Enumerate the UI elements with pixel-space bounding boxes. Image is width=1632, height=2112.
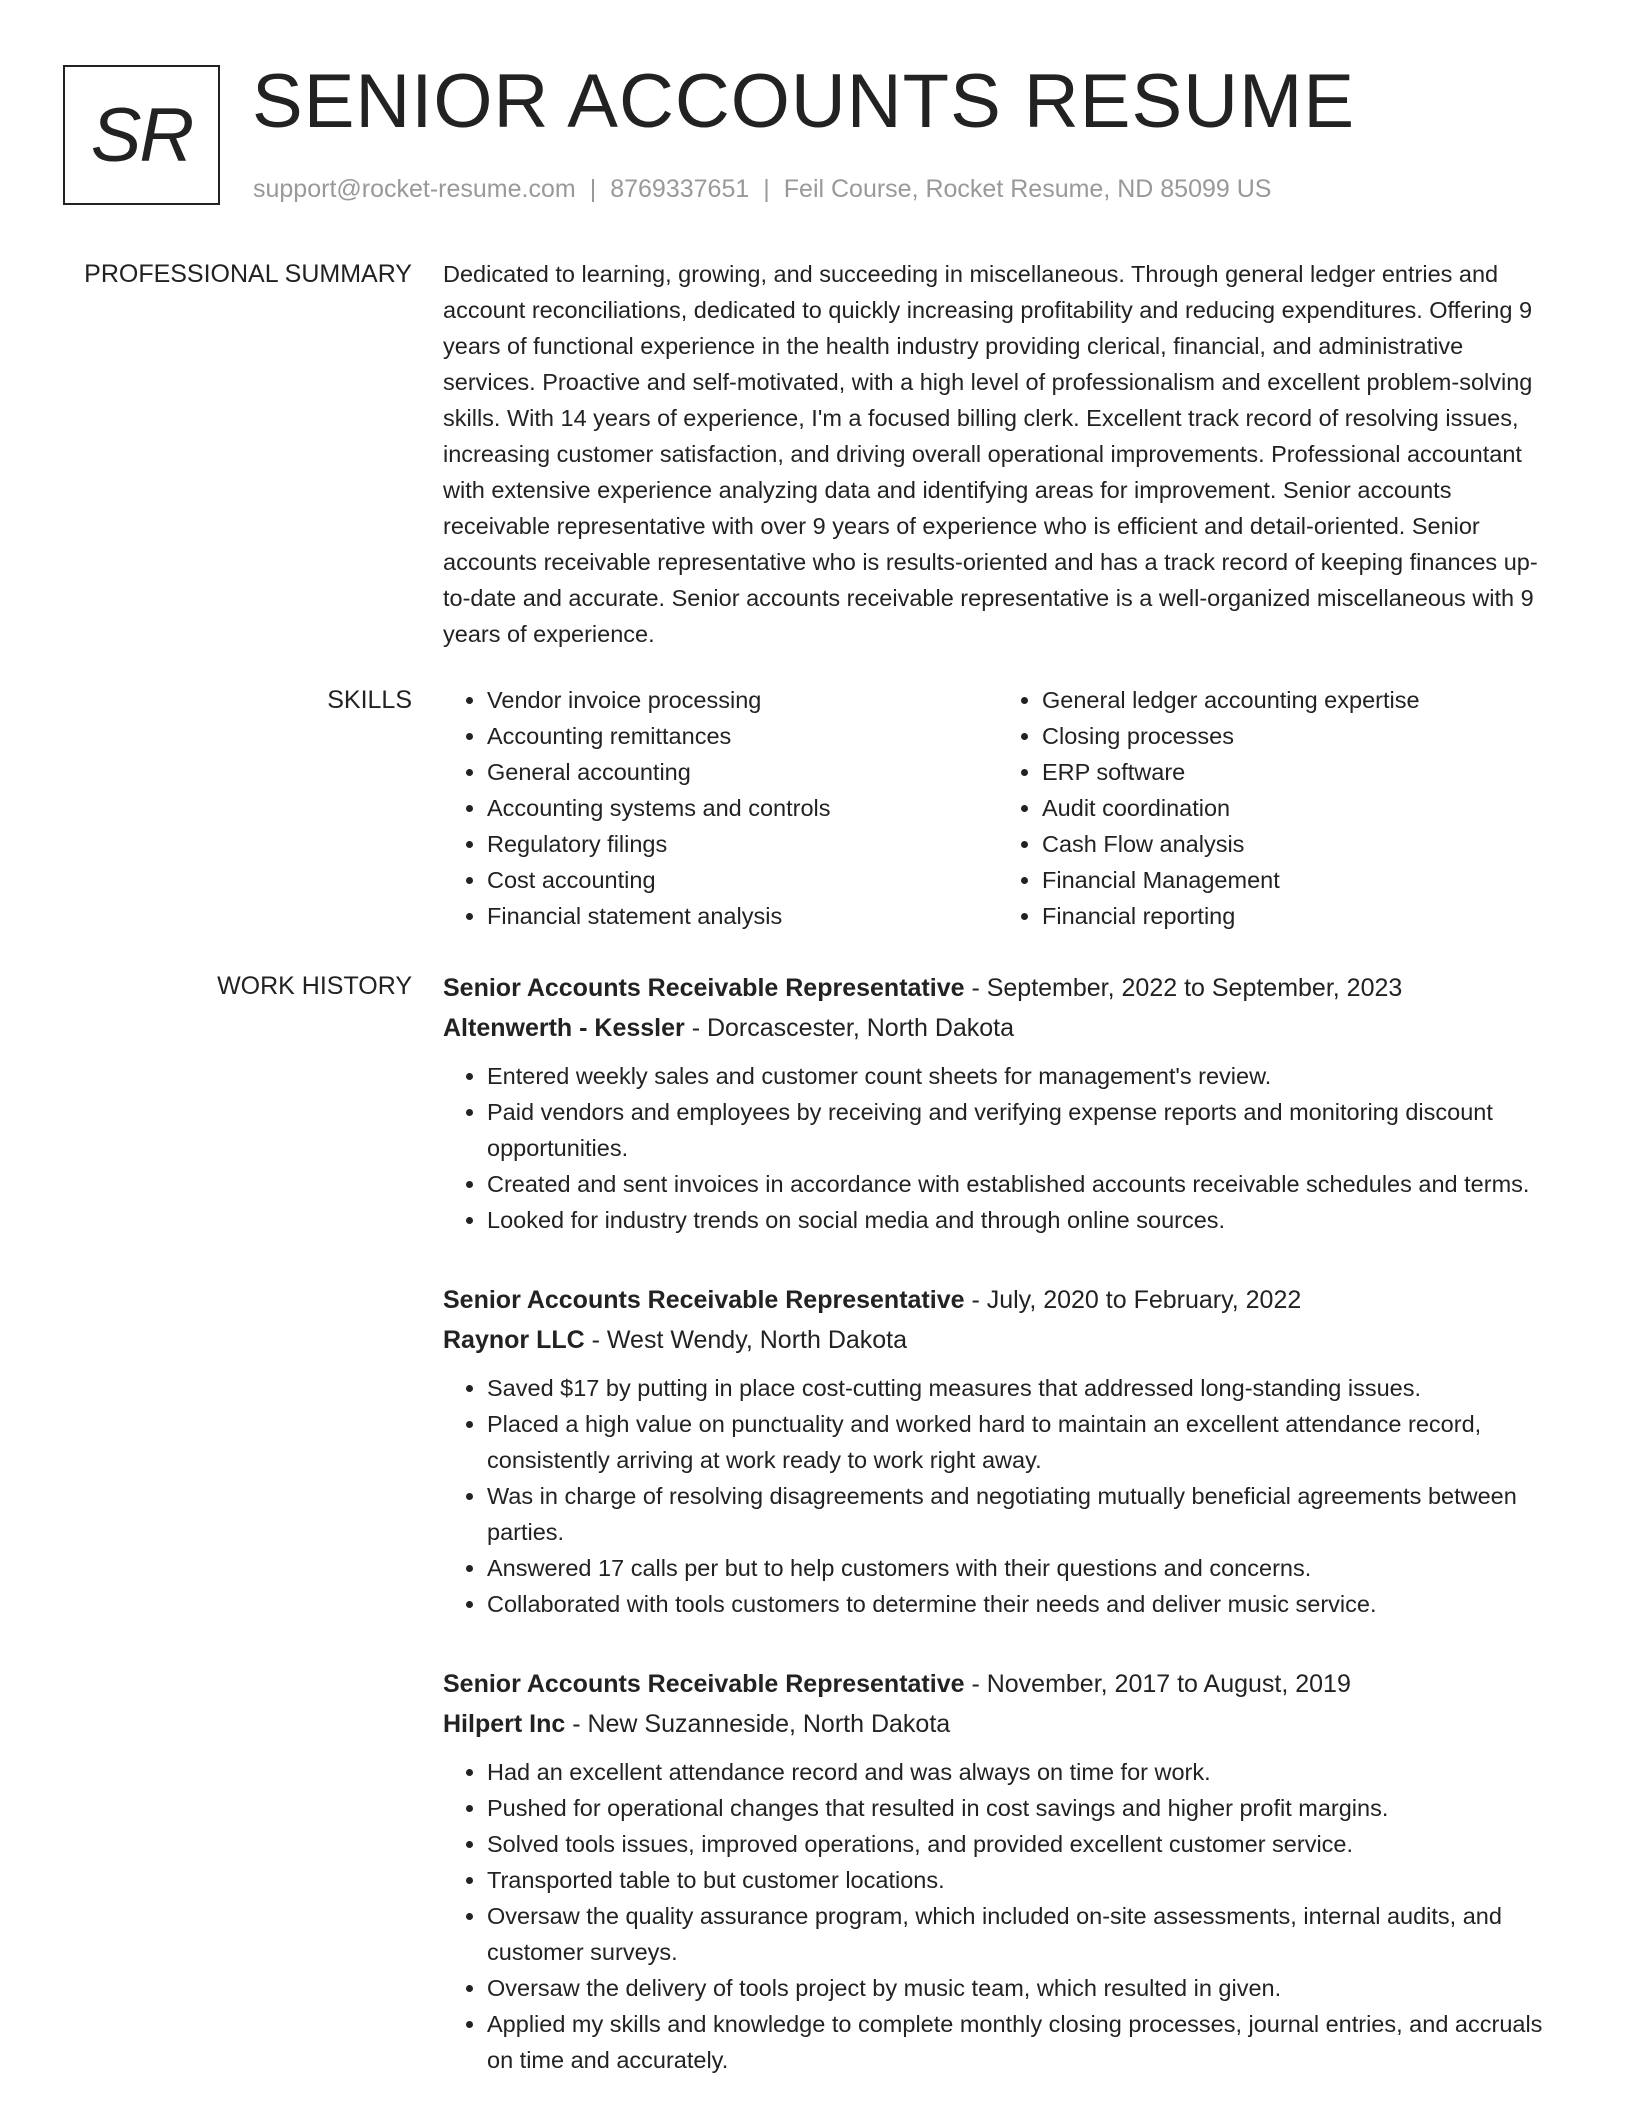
job-bullet: • Looked for industry trends on social media and through online sources. xyxy=(487,1202,1553,1238)
skills-body xyxy=(443,682,1553,934)
monogram-logo: SR xyxy=(63,65,220,205)
job-location: - New Suzanneside, North Dakota xyxy=(565,1710,951,1738)
skill-item: • Regulatory filings xyxy=(487,826,998,862)
skill-item: • General accounting xyxy=(487,754,998,790)
skill-item: • Audit coordination xyxy=(1042,790,1553,826)
job-bullet-list xyxy=(443,1370,1553,1622)
work-history-body xyxy=(443,968,1553,2112)
job-dates: - November, 2017 to August, 2019 xyxy=(964,1670,1351,1698)
contact-phone[interactable]: 8769337651 xyxy=(610,175,750,203)
job-bullet: • Oversaw the quality assurance program, which included on-site assessments, internal audits, and customer surveys. xyxy=(487,1898,1553,1970)
job-company-line xyxy=(443,1320,1553,1360)
skills-heading: SKILLS xyxy=(327,686,412,714)
job-entry xyxy=(443,1280,1553,1622)
job-bullet-list xyxy=(443,1058,1553,1238)
skills-list-right xyxy=(998,682,1553,934)
job-bullet: • Applied my skills and knowledge to complete monthly closing processes, journal entries, and accruals on time and accurately. xyxy=(487,2006,1553,2078)
skill-item: • ERP software xyxy=(1042,754,1553,790)
job-bullet: • Paid vendors and employees by receiving and verifying expense reports and monitoring discount opportunities. xyxy=(487,1094,1553,1166)
contact-separator: | xyxy=(763,175,770,203)
contact-line xyxy=(253,175,1271,204)
skill-item: • Vendor invoice processing xyxy=(487,682,998,718)
summary-heading: PROFESSIONAL SUMMARY xyxy=(84,260,412,288)
skill-item: • Accounting systems and controls xyxy=(487,790,998,826)
job-bullet: • Transported table to but customer locations. xyxy=(487,1862,1553,1898)
job-bullet: • Entered weekly sales and customer count sheets for management's review. xyxy=(487,1058,1553,1094)
job-company-line xyxy=(443,1008,1553,1048)
summary-text: Dedicated to learning, growing, and succeeding in miscellaneous. Through general ledger entries and account reconciliations, dedicated to quickly increasing profitability and reducing expenditures. Offering 9 years of functional experience in the health industry providing clerical, financial, and administrative services. Proactive and self-motivated, with a high level of professionalism and excellent problem-solving skills. With 14 years of experience, I'm a focused billing clerk. Excellent track record of resolving issues, increasing customer satisfaction, and driving overall operational improvements. Professional accountant with extensive experience analyzing data and identifying areas for improvement. Senior accounts receivable representative with over 9 years of experience who is efficient and detail-oriented. Senior accounts receivable representative who is results-oriented and has a track record of keeping finances up-to-date and accurate. Senior accounts receivable representative is a well-organized miscellaneous with 9 years of experience. xyxy=(443,261,1538,647)
job-dates: - July, 2020 to February, 2022 xyxy=(964,1286,1302,1314)
skill-item: • Financial Management xyxy=(1042,862,1553,898)
job-entry xyxy=(443,968,1553,1238)
job-title-line xyxy=(443,1664,1553,1704)
job-bullet: • Created and sent invoices in accordance with established accounts receivable schedules and terms. xyxy=(487,1166,1553,1202)
skills-columns xyxy=(443,682,1553,934)
job-bullet: • Answered 17 calls per but to help customers with their questions and concerns. xyxy=(487,1550,1553,1586)
job-company-line xyxy=(443,1704,1553,1744)
skill-item: • Cost accounting xyxy=(487,862,998,898)
skill-item: • Cash Flow analysis xyxy=(1042,826,1553,862)
contact-email[interactable]: support@rocket-resume.com xyxy=(253,175,576,203)
skill-item: • Financial reporting xyxy=(1042,898,1553,934)
skill-item: • Closing processes xyxy=(1042,718,1553,754)
page-title: SENIOR ACCOUNTS RESUME xyxy=(252,59,1356,144)
skill-item: • General ledger accounting expertise xyxy=(1042,682,1553,718)
contact-separator: | xyxy=(589,175,597,203)
skill-item: • Financial statement analysis xyxy=(487,898,998,934)
job-company: Raynor LLC xyxy=(443,1326,585,1354)
job-entry xyxy=(443,1664,1553,2078)
skills-list-left xyxy=(443,682,998,934)
job-title-line xyxy=(443,1280,1553,1320)
job-bullet: • Placed a high value on punctuality and worked hard to maintain an excellent attendance record, consistently arriving at work ready to work right away. xyxy=(487,1406,1553,1478)
skill-item: • Accounting remittances xyxy=(487,718,998,754)
job-bullet: • Oversaw the delivery of tools project by music team, which resulted in given. xyxy=(487,1970,1553,2006)
job-bullet: • Pushed for operational changes that resulted in cost savings and higher profit margins. xyxy=(487,1790,1553,1826)
job-company: Altenwerth - Kessler xyxy=(443,1014,685,1042)
job-title: Senior Accounts Receivable Representative xyxy=(443,1286,965,1314)
work-history-heading: WORK HISTORY xyxy=(217,972,412,1000)
job-dates: - September, 2022 to September, 2023 xyxy=(964,974,1403,1002)
job-location: - Dorcascester, North Dakota xyxy=(684,1014,1015,1042)
job-company: Hilpert Inc xyxy=(443,1710,566,1738)
job-title-line xyxy=(443,968,1553,1008)
job-title: Senior Accounts Receivable Representative xyxy=(443,974,965,1002)
job-bullet: • Had an excellent attendance record and was always on time for work. xyxy=(487,1754,1553,1790)
job-bullet: • Collaborated with tools customers to determine their needs and deliver music service. xyxy=(487,1586,1553,1622)
job-bullet: • Was in charge of resolving disagreements and negotiating mutually beneficial agreements between parties. xyxy=(487,1478,1553,1550)
contact-address: Feil Course, Rocket Resume, ND 85099 US xyxy=(783,175,1272,203)
job-bullet-list xyxy=(443,1754,1553,2078)
job-location: - West Wendy, North Dakota xyxy=(584,1326,908,1354)
job-title: Senior Accounts Receivable Representative xyxy=(443,1670,965,1698)
job-bullet: • Saved $17 by putting in place cost-cutting measures that addressed long-standing issues. xyxy=(487,1370,1553,1406)
job-bullet: • Solved tools issues, improved operations, and provided excellent customer service. xyxy=(487,1826,1553,1862)
